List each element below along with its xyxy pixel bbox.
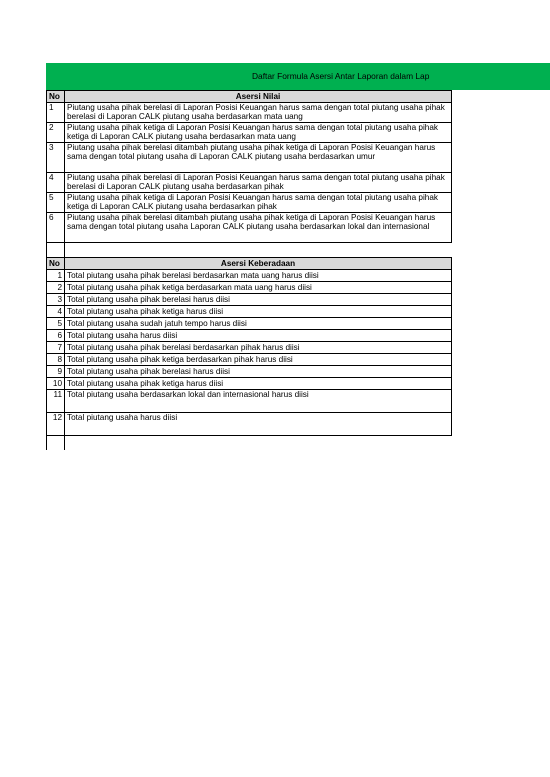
cell-text[interactable]: Total piutang usaha pihak ketiga berdasarkan pihak harus diisi <box>65 354 452 366</box>
cell-text[interactable]: Piutang usaha pihak berelasi di Laporan Posisi Keuangan harus sama dengan total piutang usaha pihak berelasi di Laporan CALK piutang usaha berdasarkan pihak <box>65 173 452 193</box>
table-row <box>47 378 452 390</box>
cell-no[interactable]: 2 <box>47 282 65 294</box>
cell-text[interactable]: Total piutang usaha pihak berelasi harus diisi <box>65 366 452 378</box>
table-row <box>47 193 452 213</box>
table-header-row <box>47 91 452 103</box>
cell-text[interactable]: Total piutang usaha sudah jatuh tempo harus diisi <box>65 318 452 330</box>
cell-text[interactable]: Total piutang usaha pihak ketiga harus diisi <box>65 378 452 390</box>
cell-no[interactable]: 12 <box>47 413 65 436</box>
cell-no[interactable]: 2 <box>47 123 65 143</box>
table-row <box>47 342 452 354</box>
table-row <box>47 306 452 318</box>
cell-text[interactable]: Total piutang usaha harus diisi <box>65 330 452 342</box>
cell-no[interactable]: 3 <box>47 143 65 173</box>
cell-no[interactable]: 9 <box>47 366 65 378</box>
cell-text[interactable]: Total piutang usaha pihak berelasi berdasarkan pihak harus diisi <box>65 342 452 354</box>
table-row <box>47 103 452 123</box>
table-row <box>47 413 452 436</box>
cell-no[interactable]: 10 <box>47 378 65 390</box>
header-no[interactable]: No <box>47 258 65 270</box>
cell-no[interactable]: 11 <box>47 390 65 413</box>
header-no[interactable]: No <box>47 91 65 103</box>
cell-text[interactable]: Total piutang usaha harus diisi <box>65 413 452 436</box>
header-asersi-keberadaan[interactable]: Asersi Keberadaan <box>65 258 452 270</box>
cell-no[interactable]: 1 <box>47 270 65 282</box>
table-row <box>47 270 452 282</box>
empty-row <box>47 436 452 451</box>
cell-no[interactable]: 7 <box>47 342 65 354</box>
cell-no[interactable]: 6 <box>47 213 65 243</box>
cell-no[interactable]: 1 <box>47 103 65 123</box>
cell-no[interactable]: 3 <box>47 294 65 306</box>
table-row <box>47 330 452 342</box>
cell-no[interactable]: 5 <box>47 193 65 213</box>
header-asersi-nilai[interactable]: Asersi Nilai <box>65 91 452 103</box>
cell-text[interactable]: Piutang usaha pihak ketiga di Laporan Posisi Keuangan harus sama dengan total piutang usaha pihak ketiga di Laporan CALK piutang usaha berdasarkan pihak <box>65 193 452 213</box>
cell-no[interactable]: 6 <box>47 330 65 342</box>
cell-text[interactable]: Total piutang usaha pihak ketiga harus diisi <box>65 306 452 318</box>
table-row <box>47 282 452 294</box>
empty-cell[interactable] <box>47 243 65 258</box>
title-banner <box>46 63 550 90</box>
empty-row <box>47 243 452 258</box>
empty-cell[interactable] <box>47 436 65 451</box>
page-title: Daftar Formula Asersi Antar Laporan dalam Lap <box>252 71 430 81</box>
table-header-row <box>47 258 452 270</box>
cell-no[interactable]: 8 <box>47 354 65 366</box>
cell-no[interactable]: 4 <box>47 173 65 193</box>
table-row <box>47 390 452 413</box>
cell-text[interactable]: Piutang usaha pihak berelasi ditambah piutang usaha pihak ketiga di Laporan Posisi Keuangan harus sama dengan total piutang usaha Laporan CALK piutang usaha berdasarkan lokal dan internasional <box>65 213 452 243</box>
cell-no[interactable]: 4 <box>47 306 65 318</box>
cell-no[interactable]: 5 <box>47 318 65 330</box>
cell-text[interactable]: Total piutang usaha pihak berelasi berdasarkan mata uang harus diisi <box>65 270 452 282</box>
table-row <box>47 318 452 330</box>
empty-cell[interactable] <box>65 436 452 451</box>
asersi-nilai-table <box>46 90 452 450</box>
cell-text[interactable]: Piutang usaha pihak berelasi di Laporan Posisi Keuangan harus sama dengan total piutang usaha pihak berelasi di Laporan CALK piutang usaha berdasarkan mata uang <box>65 103 452 123</box>
empty-cell[interactable] <box>65 243 452 258</box>
cell-text[interactable]: Total piutang usaha pihak berelasi harus diisi <box>65 294 452 306</box>
table-row <box>47 294 452 306</box>
cell-text[interactable]: Total piutang usaha berdasarkan lokal dan internasional harus diisi <box>65 390 452 413</box>
table-row <box>47 366 452 378</box>
spreadsheet-sheet <box>46 63 550 450</box>
table-row <box>47 354 452 366</box>
cell-text[interactable]: Piutang usaha pihak ketiga di Laporan Posisi Keuangan harus sama dengan total piutang usaha pihak ketiga di Laporan CALK piutang usaha berdasarkan mata uang <box>65 123 452 143</box>
table-row <box>47 173 452 193</box>
table-row <box>47 143 452 173</box>
cell-text[interactable]: Total piutang usaha pihak ketiga berdasarkan mata uang harus diisi <box>65 282 452 294</box>
table-row <box>47 213 452 243</box>
table-row <box>47 123 452 143</box>
cell-text[interactable]: Piutang usaha pihak berelasi ditambah piutang usaha pihak ketiga di Laporan Posisi Keuangan harus sama dengan total piutang usaha di Laporan CALK piutang usaha berdasarkan umur <box>65 143 452 173</box>
